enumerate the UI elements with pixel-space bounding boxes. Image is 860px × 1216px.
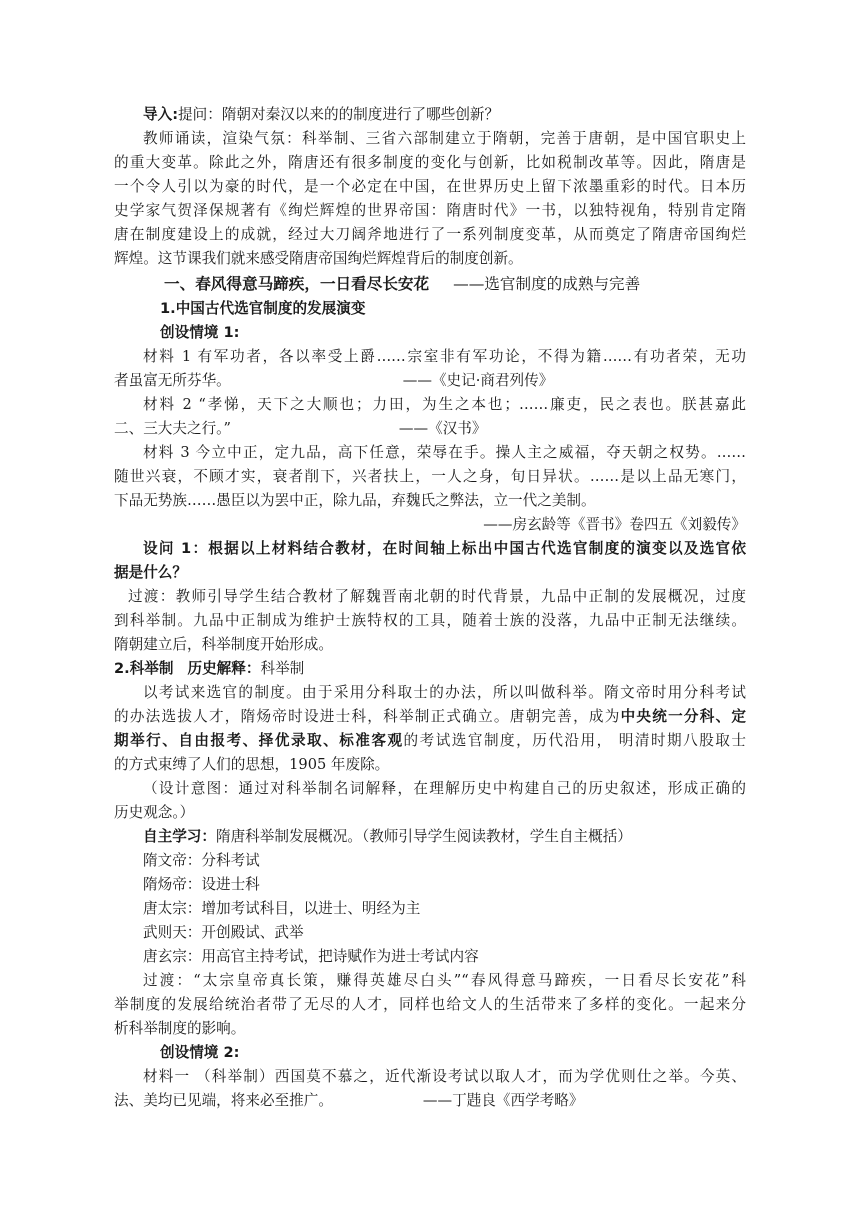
list-item: 唐太宗：增加考试科目，以进士、明经为主 (143, 900, 421, 917)
subsection-2-heading (114, 657, 746, 681)
self-study-line (114, 825, 746, 849)
list-item: 隋炀帝：设进士科 (143, 876, 260, 893)
transition-line: 隋朝建立后，科举制度开始形成。 (114, 636, 333, 653)
material-source: ——房玄龄等《晋书》卷四五《刘毅传》 (483, 516, 746, 533)
subsection-title: 1.中国古代选官制度的发展演变 (160, 300, 366, 317)
document-page (114, 103, 746, 1113)
material-source: ——《史记·商君列传》 (402, 372, 554, 389)
transition-line: 过渡：“太宗皇帝真长策，赚得英雄尽白头”“春风得意马蹄疾，一日看尽长安花”科 (143, 972, 746, 989)
material-line: 者虽富无所芬华。 (114, 372, 231, 389)
term-label: 历史解释： (187, 660, 261, 677)
question-1 (114, 537, 746, 585)
material-line: 二、三大夫之行。” (114, 420, 231, 437)
intro-line: 的重大变革。除此之外，隋唐还有很多制度的变化与创新，比如税制改革等。因此，隋唐是 (114, 154, 746, 171)
intro-paragraph (114, 127, 746, 271)
material-line: 下品无势族……愚臣以为罢中正，除九品，弃魏氏之弊法，立一代之美制。 (114, 492, 596, 509)
intro-line: 一个令人引以为豪的时代，是一个必定在中国，在世界历史上留下浓墨重彩的时代。日本历 (114, 178, 746, 195)
transition-2 (114, 969, 746, 1041)
scenario-label: 创设情境 2: (160, 1044, 240, 1061)
intro-question: 提问：隋朝对秦汉以来的的制度进行了哪些创新？ (178, 106, 500, 123)
material-line: 随世兴衰，不顾才实，衰者削下，兴者扶上，一人之身，旬日异状。……是以上品无寒门， (114, 468, 746, 485)
self-study-label: 自主学习： (143, 828, 216, 845)
material-3 (114, 441, 746, 537)
transition-line: 举制度的发展给统治者带了无尽的人才，同样也给文人的生活带来了多样的变化。一起来分 (114, 996, 746, 1013)
transition-1 (114, 585, 746, 657)
material-2 (114, 393, 746, 441)
emperor-list (114, 849, 746, 969)
intro-label: 导入: (143, 106, 179, 123)
intro-line: 辉煌。这节课我们就来感受隋唐帝国绚烂辉煌背后的制度创新。 (114, 250, 523, 267)
list-item: 隋文帝：分科考试 (143, 852, 260, 869)
scenario-label: 创设情境 1: (160, 324, 240, 341)
term-name: 科举制 (260, 660, 305, 677)
design-intent-line: （设计意图：通过对科举制名词解释，在理解历史中构建自己的历史叙述，形成正确的 (143, 780, 746, 797)
design-intent (114, 777, 746, 825)
list-item: 武则天：开创殿试、武举 (143, 924, 304, 941)
intro-line: 教师诵读，渲染气氛：科举制、三省六部制建立于隋朝，完善于唐朝，是中国官职史上 (143, 130, 746, 147)
definition-emphasis: 期举行、自由报考、择优录取、标准客观 (114, 732, 404, 749)
list-item: 唐玄宗：用高官主持考试，把诗赋作为进士考试内容 (143, 948, 479, 965)
definition-line (114, 705, 746, 729)
question-line: 据是什么？ (114, 564, 187, 581)
definition-emphasis: 中央统一分科、定 (620, 708, 746, 725)
definition-line (114, 729, 746, 753)
section-subtitle: ——选官制度的成熟与完善 (453, 275, 641, 293)
material-line: 材料 3 今立中正，定九品，高下任意，荣辱在手。操人主之威福，夺天朝之权势。…… (143, 444, 746, 461)
material-line: 材料 1 有军功者，各以率受上爵……宗室非有军功论，不得为籍……有功者荣，无功 (143, 348, 746, 365)
definition-line: 的方式束缚了人们的思想，1905 年废除。 (114, 756, 390, 773)
section-title: 一、春风得意马蹄疾，一日看尽长安花 (164, 275, 430, 293)
material-line-with-source (114, 369, 746, 393)
intro-line: 唐在制度建设上的成就，经过大刀阔斧地进行了一系列制度变革，从而奠定了隋唐帝国绚烂 (114, 226, 746, 243)
definition-line: 以考试来选官的制度。由于采用分科取士的办法，所以叫做科举。隋文帝时用分科考试 (143, 684, 746, 701)
intro-line: 史学家气贺泽保规著有《绚烂辉煌的世界帝国：隋唐时代》一书，以独特视角，特别肯定隋 (114, 202, 746, 219)
material-a (114, 1065, 746, 1113)
intro-question-line (114, 103, 746, 127)
self-study-text: 隋唐科举制发展概况。（教师引导学生阅读教材，学生自主概括） (215, 828, 632, 845)
material-source: ——丁韪良《西学考略》 (422, 1092, 584, 1109)
material-line: 法、美均已见端，将来必至推广。 (114, 1092, 333, 1109)
keju-definition (114, 681, 746, 777)
definition-text: 的考试选官制度，历代沿用， 明清时期八股取士 (403, 732, 746, 749)
material-1 (114, 345, 746, 393)
transition-line: 过渡：教师引导学生结合教材了解魏晋南北朝的时代背景，九品中正制的发展概况，过度 (128, 588, 746, 605)
section-heading (114, 271, 746, 297)
subsection-title: 2.科举制 (114, 660, 174, 677)
design-intent-line: 历史观念。） (114, 804, 195, 821)
transition-line: 析科举制度的影响。 (114, 1020, 246, 1037)
material-line: 材料一 （科举制）西国莫不慕之，近代渐设考试以取人才，而为学优则仕之举。今英、 (143, 1068, 746, 1085)
material-line-with-source (114, 1089, 746, 1113)
question-line: 设问 1：根据以上材料结合教材，在时间轴上标出中国古代选官制度的演变以及选官依 (143, 540, 746, 557)
transition-line: 到科举制。九品中正制成为维护士族特权的工具，随着士族的没落，九品中正制无法继续。 (114, 612, 746, 629)
material-line-with-source (114, 417, 746, 441)
definition-text: 的办法选拔人才，隋炀帝时设进士科，科举制正式确立。唐朝完善，成为 (114, 708, 621, 725)
material-line: 材料 2 “孝悌，天下之大顺也；力田，为生之本也；……廉吏，民之表也。朕甚嘉此 (143, 396, 746, 413)
material-source: ——《汉书》 (398, 420, 487, 437)
